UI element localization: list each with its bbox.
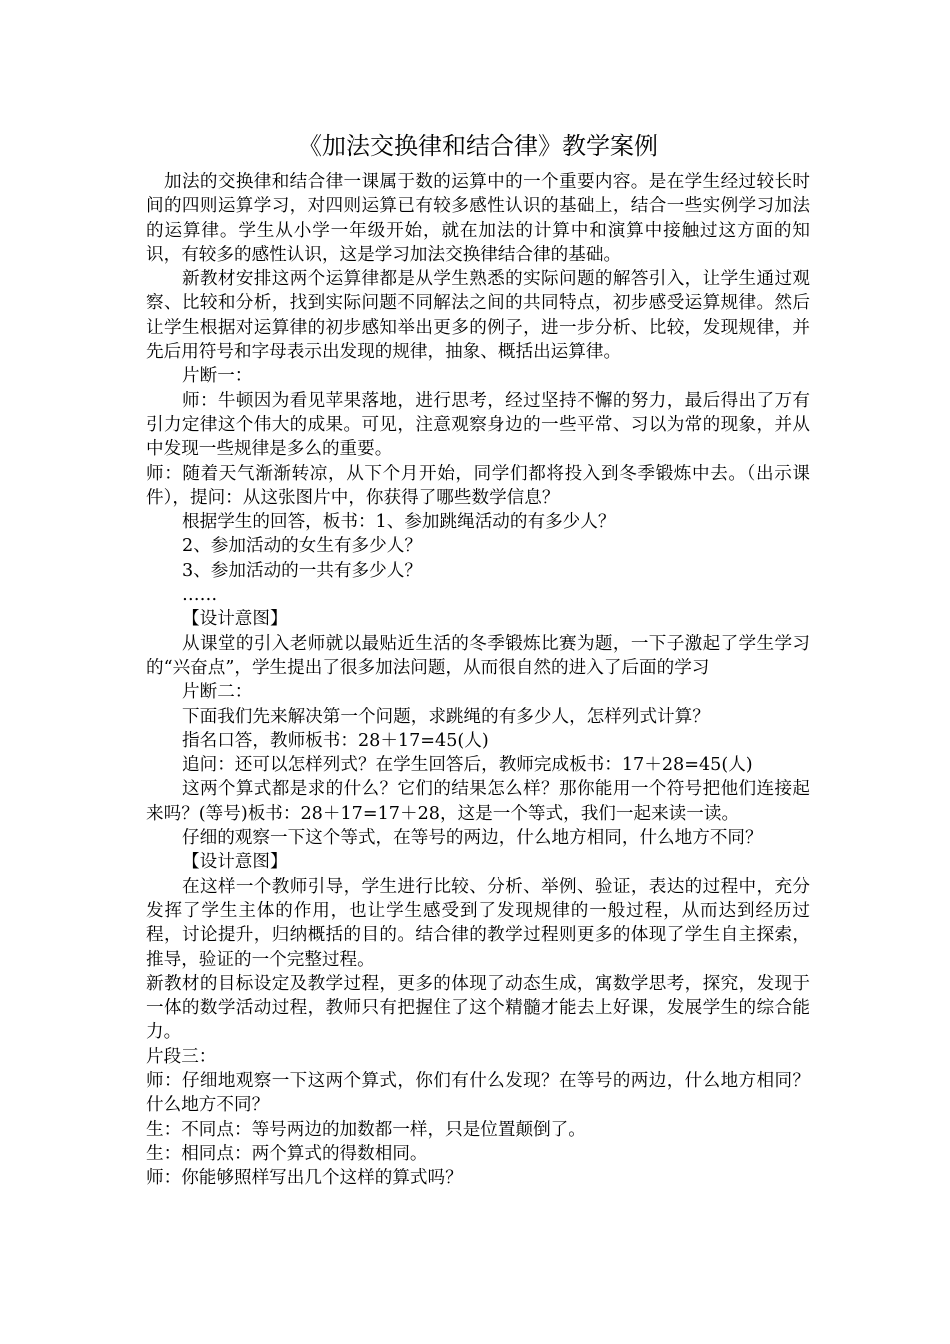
paragraph: 片断一： xyxy=(182,366,253,387)
document-page xyxy=(146,128,810,1190)
paragraph: 在这样一个教师引导，学生进行比较、分析、举例、验证，表达的过程中，充分发挥了学生主体的作用，也让学生感受到了发现规律的一般过程，从而达到经历过程，讨论提升，归纳概括的目的。结合律的教学过程则更多的体现了学生自主探索，推导，验证的一个完整过程。 xyxy=(146,876,810,970)
paragraph: 3、参加活动的一共有多少人？ xyxy=(182,560,422,581)
paragraph: 师：牛顿因为看见苹果落地，进行思考，经过坚持不懈的努力，最后得出了万有引力定律这个伟大的成果。可见，注意观察身边的一些平常、习以为常的现象，并从中发现一些规律是多么的重要。 xyxy=(146,390,810,460)
paragraph: 追问：还可以怎样列式？在学生回答后，教师完成板书：17＋28=45(人) xyxy=(182,755,753,776)
paragraph: 这两个算式都是求的什么？它们的结果怎么样？那你能用一个符号把他们连接起来吗？(等号)板书：28＋17=17＋28，这是一个等式，我们一起来读一读。 xyxy=(146,779,810,824)
paragraph: 生：不同点：等号两边的加数都一样，只是位置颠倒了。 xyxy=(146,1119,586,1140)
paragraph: 从课堂的引入老师就以最贴近生活的冬季锻炼比赛为题，一下子激起了学生学习的“兴奋点”，学生提出了很多加法问题，从而很自然的进入了后面的学习 xyxy=(146,633,810,678)
paragraph: 片段三： xyxy=(146,1046,217,1067)
document-title: 《加法交换律和结合律》教学案例 xyxy=(298,132,658,160)
paragraph: 指名口答，教师板书：28＋17=45(人) xyxy=(182,730,489,751)
paragraph: 生：相同点：两个算式的得数相同。 xyxy=(146,1143,428,1164)
paragraph: 师：随着天气渐渐转凉，从下个月开始，同学们都将投入到冬季锻炼中去。（出示课件），提问：从这张图片中，你获得了哪些数学信息？ xyxy=(146,463,810,508)
paragraph: 2、参加活动的女生有多少人？ xyxy=(182,536,422,557)
document-body xyxy=(146,170,810,1190)
paragraph: 新教材安排这两个运算律都是从学生熟悉的实际问题的解答引入，让学生通过观察、比较和分析，找到实际问题不同解法之间的共同特点，初步感受运算规律。然后让学生根据对运算律的初步感知举出更多的例子，进一步分析、比较，发现规律，并先后用符号和字母表示出发现的规律，抽象、概括出运算律。 xyxy=(146,269,810,363)
paragraph: 师：仔细地观察一下这两个算式，你们有什么发现？在等号的两边，什么地方相同？什么地方不同？ xyxy=(146,1070,810,1116)
paragraph: 下面我们先来解决第一个问题，求跳绳的有多少人，怎样列式计算？ xyxy=(182,706,710,727)
paragraph: 【设计意图】 xyxy=(182,852,288,873)
paragraph: 仔细的观察一下这个等式，在等号的两边，什么地方相同，什么地方不同？ xyxy=(182,828,763,849)
paragraph: …… xyxy=(182,585,218,606)
paragraph: 片断二： xyxy=(182,682,253,703)
paragraph: 新教材的目标设定及教学过程，更多的体现了动态生成，寓数学思考，探究，发现于一体的数学活动过程，教师只有把握住了这个精髓才能去上好课，发展学生的综合能力。 xyxy=(146,973,810,1043)
paragraph: 师：你能够照样写出几个这样的算式吗？ xyxy=(146,1168,463,1189)
paragraph: 根据学生的回答，板书：1、参加跳绳活动的有多少人？ xyxy=(182,512,616,533)
paragraph: 加法的交换律和结合律一课属于数的运算中的一个重要内容。是在学生经过较长时间的四则运算学习，对四则运算已有较多感性认识的基础上，结合一些实例学习加法的运算律。学生从小学一年级开始，就在加法的计算中和演算中接触过这方面的知识，有较多的感性认识，这是学习加法交换律结合律的基础。 xyxy=(146,172,810,265)
paragraph: 【设计意图】 xyxy=(182,609,288,630)
